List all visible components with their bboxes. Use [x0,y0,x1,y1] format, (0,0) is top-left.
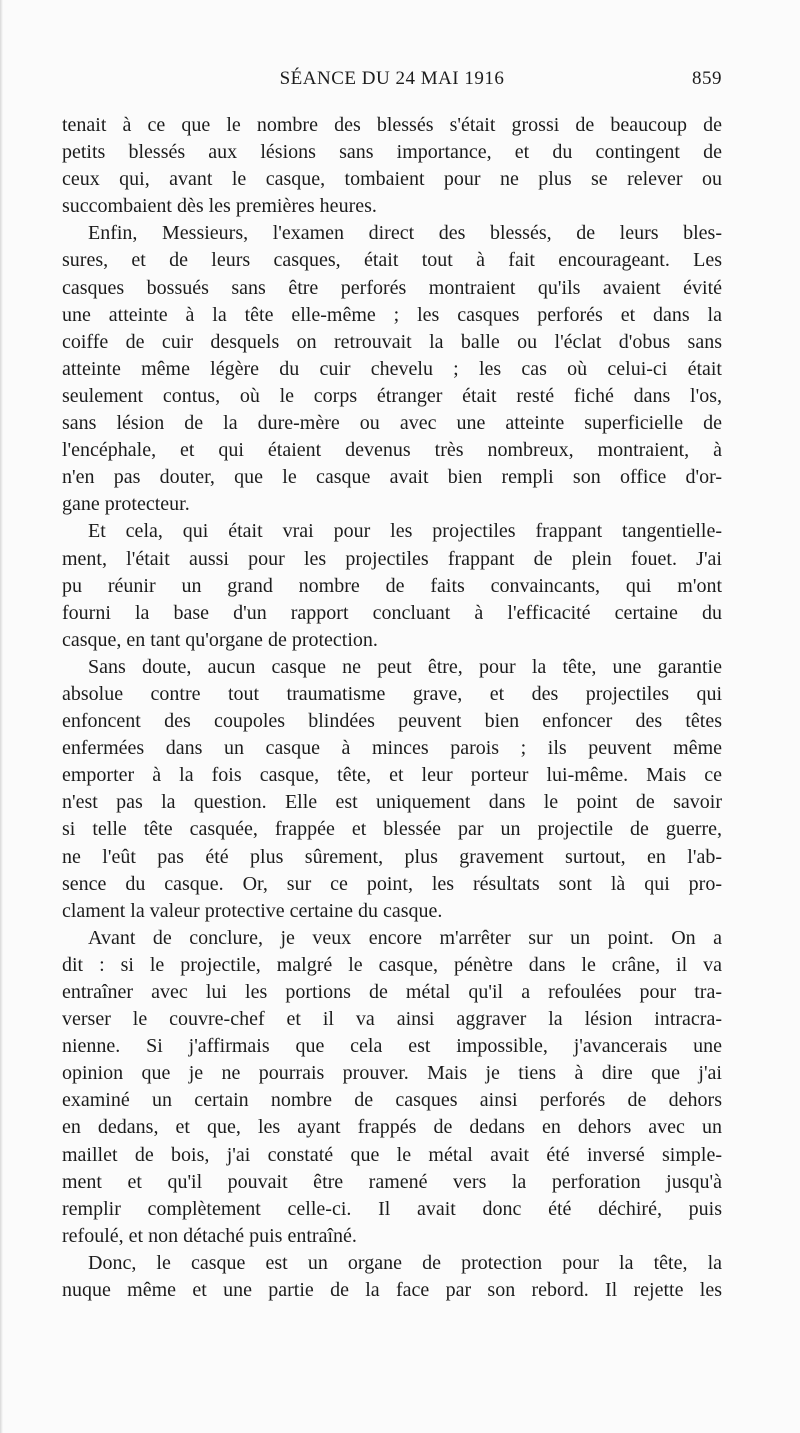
body-text [62,112,722,1304]
text-line: sence du casque. Or, sur ce point, les résultats sont là qui pro- [62,872,722,895]
header-title: SÉANCE DU 24 MAI 1916 [279,68,505,89]
text-line: remplir complètement celle-ci. Il avait donc été déchiré, puis [62,1197,722,1220]
text-line: sans lésion de la dure-mère ou avec une atteinte superficielle de [62,412,722,435]
text-line: maillet de bois, j'ai constaté que le métal avait été inversé simple- [62,1143,722,1166]
text-line: sures, et de leurs casques, était tout à fait encourageant. Les [62,249,722,272]
text-line: fourni la base d'un rapport concluant à l'efficacité certaine du [62,601,722,624]
paragraph-start-line: Avant de conclure, je veux encore m'arrêter sur un point. On a [88,926,722,949]
text-line: casque, en tant qu'organe de protection. [62,628,378,651]
text-line: tenait à ce que le nombre des blessés s'était grossi de beaucoup de [62,114,722,136]
text-line: ne l'eût pas été plus sûrement, plus gravement surtout, en l'ab- [62,845,722,868]
text-line: refoulé, et non détaché puis entraîné. [62,1224,357,1247]
paragraph-start-line: Donc, le casque est un organe de protection pour la tête, la [88,1251,722,1274]
text-line: en dedans, et que, les ayant frappés de dedans en dehors avec un [62,1116,722,1139]
text-line: verser le couvre-chef et il va ainsi aggraver la lésion intracra- [62,1008,722,1031]
text-line: emporter à la fois casque, tête, et leur porteur lui-même. Mais ce [62,764,722,787]
text-line: enfermées dans un casque à minces parois ; ils peuvent même [62,737,722,760]
paragraph-start-line: Et cela, qui était vrai pour les projectiles frappant tangentielle- [88,520,722,543]
text-line: gane protecteur. [62,493,190,516]
text-line: atteinte même légère du cuir chevelu ; les cas où celui-ci était [62,357,722,380]
text-line: pu réunir un grand nombre de faits convaincants, qui m'ont [62,574,722,597]
running-header [62,68,722,98]
text-line: absolue contre tout traumatisme grave, et des projectiles qui [62,682,722,705]
page-edge-shadow [0,0,3,1433]
text-line: n'est pas la question. Elle est uniquement dans le point de savoir [62,791,722,814]
text-line: ment, l'était aussi pour les projectiles frappant de plein fouet. J'ai [62,547,722,570]
text-line: l'encéphale, et qui étaient devenus très nombreux, montraient, à [62,439,722,462]
text-line: succombaient dès les premières heures. [62,195,377,218]
text-line: entraîner avec lui les portions de métal qu'il a refoulées pour tra- [62,981,722,1003]
page-number: 859 [692,68,722,89]
text-line: nienne. Si j'affirmais que cela est impossible, j'avancerais une [62,1035,722,1058]
paragraph-start-line: Enfin, Messieurs, l'examen direct des blessés, de leurs bles- [88,222,722,245]
text-line: clament la valeur protective certaine du casque. [62,899,443,922]
text-line: ment et qu'il pouvait être ramené vers la perforation jusqu'à [62,1170,722,1193]
text-line: petits blessés aux lésions sans importance, et du contingent de [62,141,722,164]
text-line: enfoncent des coupoles blindées peuvent bien enfoncer des têtes [62,710,722,733]
text-line: seulement contus, où le corps étranger était resté fiché dans l'os, [62,384,722,407]
text-line: examiné un certain nombre de casques ainsi perforés de dehors [62,1089,722,1112]
text-line: casques bossués sans être perforés montraient qu'ils avaient évité [62,276,722,299]
text-line: coiffe de cuir desquels on retrouvait la balle ou l'éclat d'obus sans [62,330,722,353]
text-line: nuque même et une partie de la face par son rebord. Il rejette les [62,1279,722,1302]
text-line: ceux qui, avant le casque, tombaient pour ne plus se relever ou [62,168,722,191]
text-line: opinion que je ne pourrais prouver. Mais je tiens à dire que j'ai [62,1062,722,1085]
text-line: si telle tête casquée, frappée et blessée par un projectile de guerre, [62,818,722,841]
paragraph-start-line: Sans doute, aucun casque ne peut être, pour la tête, une garantie [88,655,722,678]
text-line: une atteinte à la tête elle-même ; les casques perforés et dans la [62,303,722,326]
text-line: dit : si le projectile, malgré le casque, pénètre dans le crâne, il va [62,953,722,976]
text-line: n'en pas douter, que le casque avait bien rempli son office d'or- [62,466,722,489]
